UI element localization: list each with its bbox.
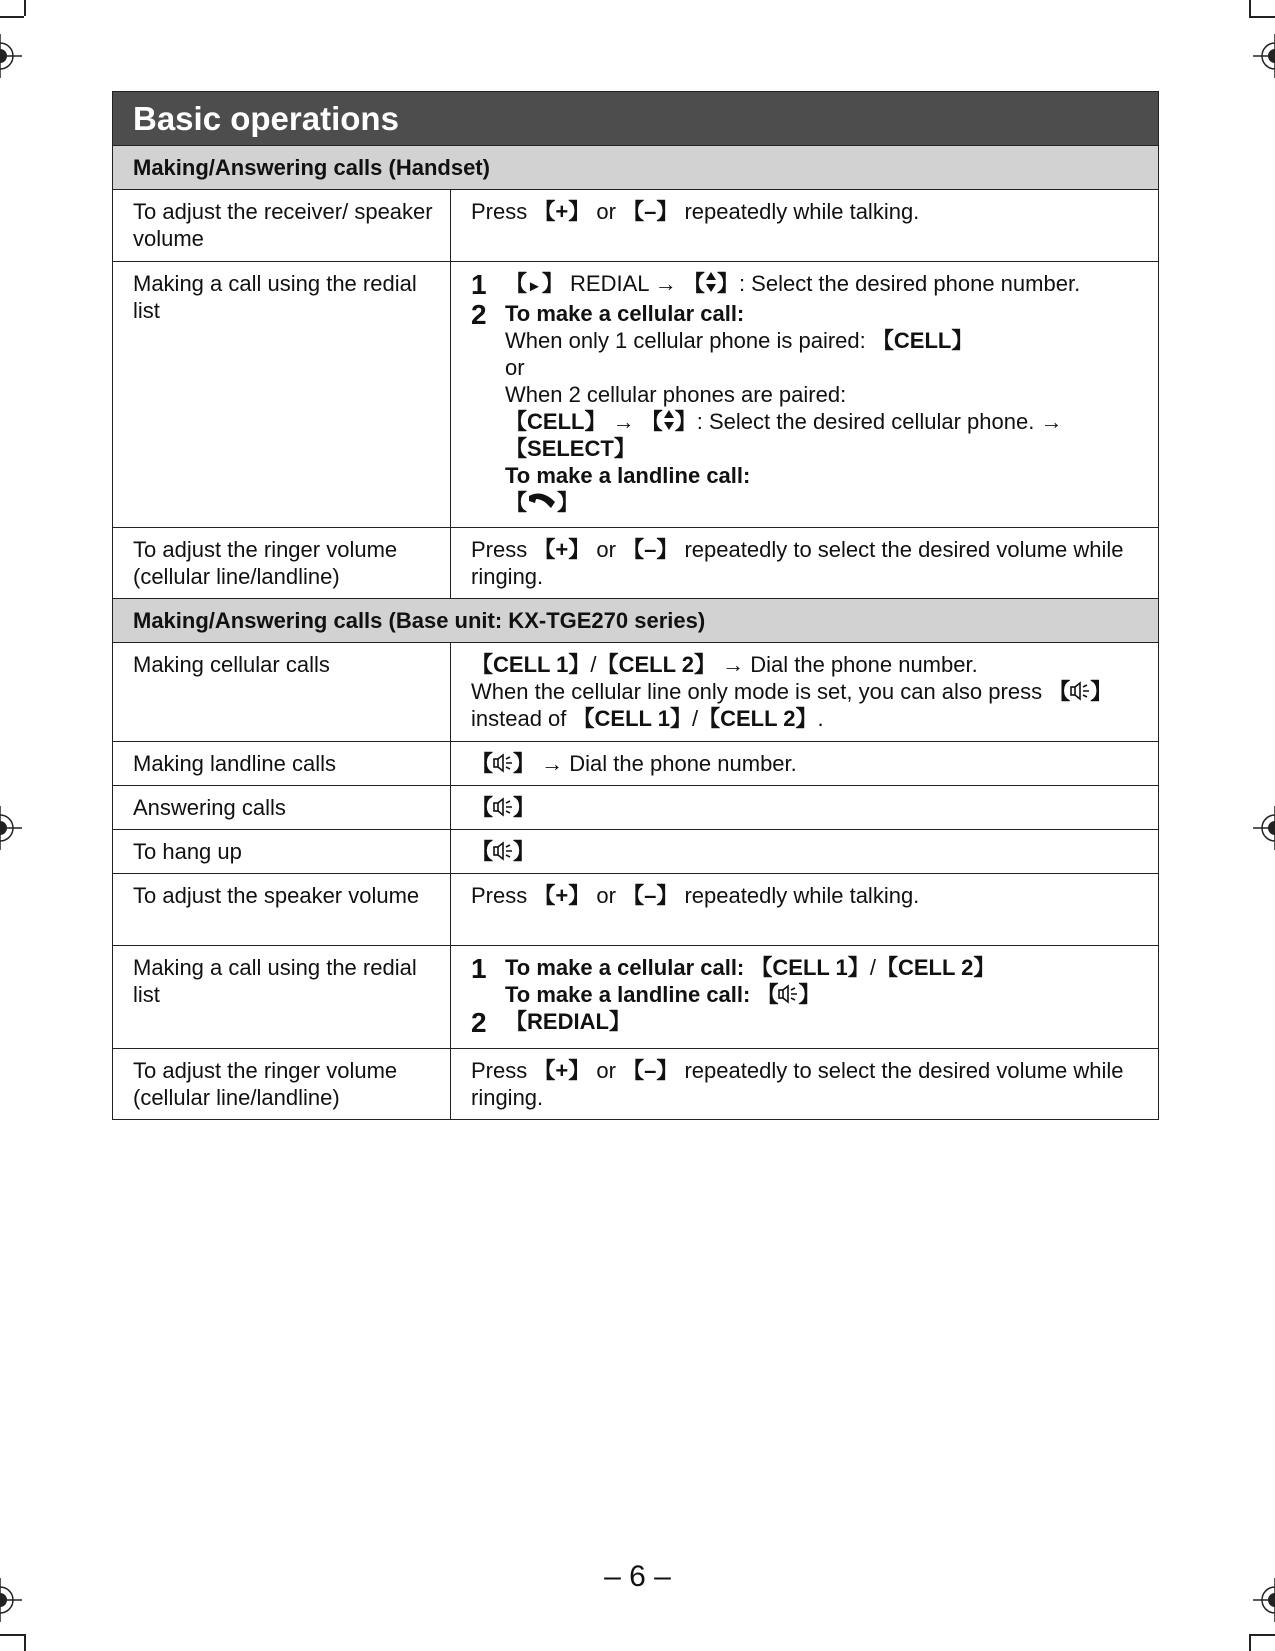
press-text: Press [471, 537, 528, 562]
registration-mark-icon [0, 34, 22, 78]
mode-text: When the cellular line only mode is set, you can also press [471, 679, 1043, 704]
speaker-key: 【 】 [471, 795, 536, 820]
row-instruction [451, 643, 1158, 741]
arrow-right-icon: → [1040, 409, 1063, 434]
instead-text: instead of [471, 706, 567, 731]
section-heading: Making/Answering calls (Handset) [113, 146, 1158, 190]
registration-mark-icon [0, 806, 22, 850]
cellular-call-heading: To make a cellular call: [505, 301, 745, 326]
plus-icon: + [555, 1058, 569, 1083]
landline-call-heading: To make a landline call: [505, 982, 751, 1007]
select-key: 【SELECT】 [505, 436, 636, 461]
landline-call-heading: To make a landline call: [505, 463, 751, 488]
plus-icon: + [555, 883, 569, 908]
dial-text: Dial the phone number. [569, 751, 797, 776]
row-instruction [451, 786, 1158, 829]
cell-2-key: 【CELL 2】 [596, 652, 716, 677]
cell-key: 【CELL】 [871, 328, 974, 353]
step-2 [471, 1008, 1138, 1037]
minus-key: 【–】 [622, 1058, 679, 1083]
cell-key: 【CELL】 [505, 409, 607, 434]
crop-mark [24, 1634, 26, 1651]
cell-2-key: 【CELL 2】 [698, 706, 818, 731]
talk-key: 【 】 [505, 490, 580, 515]
speakerphone-icon [778, 984, 798, 1004]
row-label: To adjust the ringer volume (cellular line/landline) [113, 528, 451, 598]
step-1 [471, 954, 1138, 1008]
cell-2-key: 【CELL 2】 [875, 955, 996, 980]
cell-1-key: 【CELL 1】 [750, 955, 870, 980]
table-row [113, 830, 1158, 874]
crop-mark [1249, 0, 1251, 16]
table-row [113, 742, 1158, 786]
updown-key: 【 】 [682, 271, 739, 296]
two-paired-text: When 2 cellular phones are paired: [505, 382, 847, 407]
step-2 [471, 300, 1138, 516]
slash-text: / [590, 652, 597, 677]
minus-icon: – [644, 1058, 657, 1083]
row-instruction [451, 874, 1158, 945]
cellular-call-heading: To make a cellular call: [505, 955, 745, 980]
row-label: Making cellular calls [113, 643, 451, 741]
table-row [113, 786, 1158, 830]
crop-mark [1249, 16, 1275, 18]
plus-key: 【+】 [533, 537, 591, 562]
redial-text: REDIAL [570, 271, 649, 296]
minus-icon: – [644, 883, 657, 908]
section-heading: Making/Answering calls (Base unit: KX-TGE270 series) [113, 599, 1158, 643]
up-down-icon [663, 409, 675, 431]
slash-text: / [869, 955, 876, 980]
or-text: or [596, 537, 616, 562]
minus-key: 【–】 [622, 883, 679, 908]
row-instruction [451, 528, 1158, 598]
speaker-key: 【 】 [1048, 679, 1113, 704]
or-text: or [596, 1058, 616, 1083]
arrow-right-icon: → [541, 751, 564, 776]
play-right-icon: ► [527, 278, 542, 295]
crop-mark [1249, 1634, 1251, 1651]
or-text: or [596, 883, 616, 908]
table-row [113, 1049, 1158, 1119]
row-instruction [451, 262, 1158, 527]
row-instruction [451, 742, 1158, 785]
dial-text: Dial the phone number. [750, 652, 978, 677]
speaker-key: 【 】 [471, 751, 536, 776]
crop-mark [0, 16, 24, 18]
registration-mark-icon [1253, 34, 1275, 78]
instruction-text: repeatedly while talking. [684, 199, 920, 224]
step-number: 1 [471, 953, 487, 984]
step-number: 2 [471, 299, 487, 330]
operations-table [112, 91, 1159, 1120]
or-text: or [596, 199, 616, 224]
row-label: To adjust the speaker volume [113, 874, 451, 945]
redial-key: 【REDIAL】 [505, 1009, 631, 1034]
minus-key: 【–】 [622, 199, 679, 224]
slash-text: / [691, 706, 699, 731]
speakerphone-icon [493, 753, 513, 773]
step-1 [471, 270, 1138, 300]
row-instruction [451, 946, 1158, 1048]
period-text: . [817, 706, 824, 731]
cell-1-key: 【CELL 1】 [471, 652, 591, 677]
registration-mark-icon [1253, 806, 1275, 850]
table-row [113, 874, 1158, 946]
up-down-icon [705, 271, 717, 293]
instruction-text: repeatedly while talking. [684, 883, 920, 908]
table-row [113, 190, 1158, 262]
phone-handset-icon [527, 490, 557, 512]
table-row [113, 946, 1158, 1049]
speaker-key: 【 】 [471, 839, 536, 864]
row-instruction [451, 1049, 1158, 1119]
row-label: Answering calls [113, 786, 451, 829]
arrow-right-icon: → [654, 271, 677, 296]
cell-1-key: 【CELL 1】 [572, 706, 692, 731]
plus-key: 【+】 [533, 199, 591, 224]
right-key: 【►】 [505, 271, 564, 296]
row-instruction [451, 830, 1158, 873]
speakerphone-icon [1070, 681, 1090, 701]
crop-mark [24, 0, 26, 16]
instruction-text: : Select the desired phone number. [738, 271, 1081, 296]
press-text: Press [471, 883, 528, 908]
arrow-right-icon: → [722, 652, 745, 677]
row-label: To adjust the ringer volume (cellular line/landline) [113, 1049, 451, 1119]
instruction-text: repeatedly to select the desired volume while ringing. [471, 537, 1124, 589]
minus-icon: – [644, 199, 657, 224]
minus-key: 【–】 [622, 537, 679, 562]
plus-icon: + [555, 199, 569, 224]
plus-key: 【+】 [533, 883, 591, 908]
row-label: To adjust the receiver/ speaker volume [113, 190, 451, 261]
table-row [113, 643, 1158, 742]
plus-icon: + [555, 537, 569, 562]
page-number: – 6 – [604, 1560, 671, 1593]
updown-key: 【 】 [640, 409, 697, 434]
speakerphone-icon [493, 841, 513, 861]
row-label: To hang up [113, 830, 451, 873]
arrow-right-icon: → [612, 409, 635, 434]
crop-mark [0, 1634, 24, 1636]
crop-mark [1249, 1634, 1275, 1636]
speaker-key: 【 】 [756, 982, 821, 1007]
speakerphone-icon [493, 797, 513, 817]
page-title: Basic operations [113, 92, 1158, 146]
table-row [113, 528, 1158, 599]
instruction-text: : Select the desired cellular phone. [696, 409, 1035, 434]
or-text: or [505, 355, 525, 380]
press-text: Press [471, 1058, 528, 1083]
row-label: Making landline calls [113, 742, 451, 785]
plus-key: 【+】 [533, 1058, 591, 1083]
step-number: 2 [471, 1007, 487, 1038]
row-label: Making a call using the redial list [113, 262, 451, 527]
press-text: Press [471, 199, 528, 224]
one-paired-text: When only 1 cellular phone is paired: [505, 328, 866, 353]
minus-icon: – [644, 537, 657, 562]
table-row [113, 262, 1158, 528]
step-number: 1 [471, 269, 487, 300]
instruction-text: repeatedly to select the desired volume while ringing. [471, 1058, 1124, 1110]
row-instruction [451, 190, 1158, 261]
row-label: Making a call using the redial list [113, 946, 451, 1048]
